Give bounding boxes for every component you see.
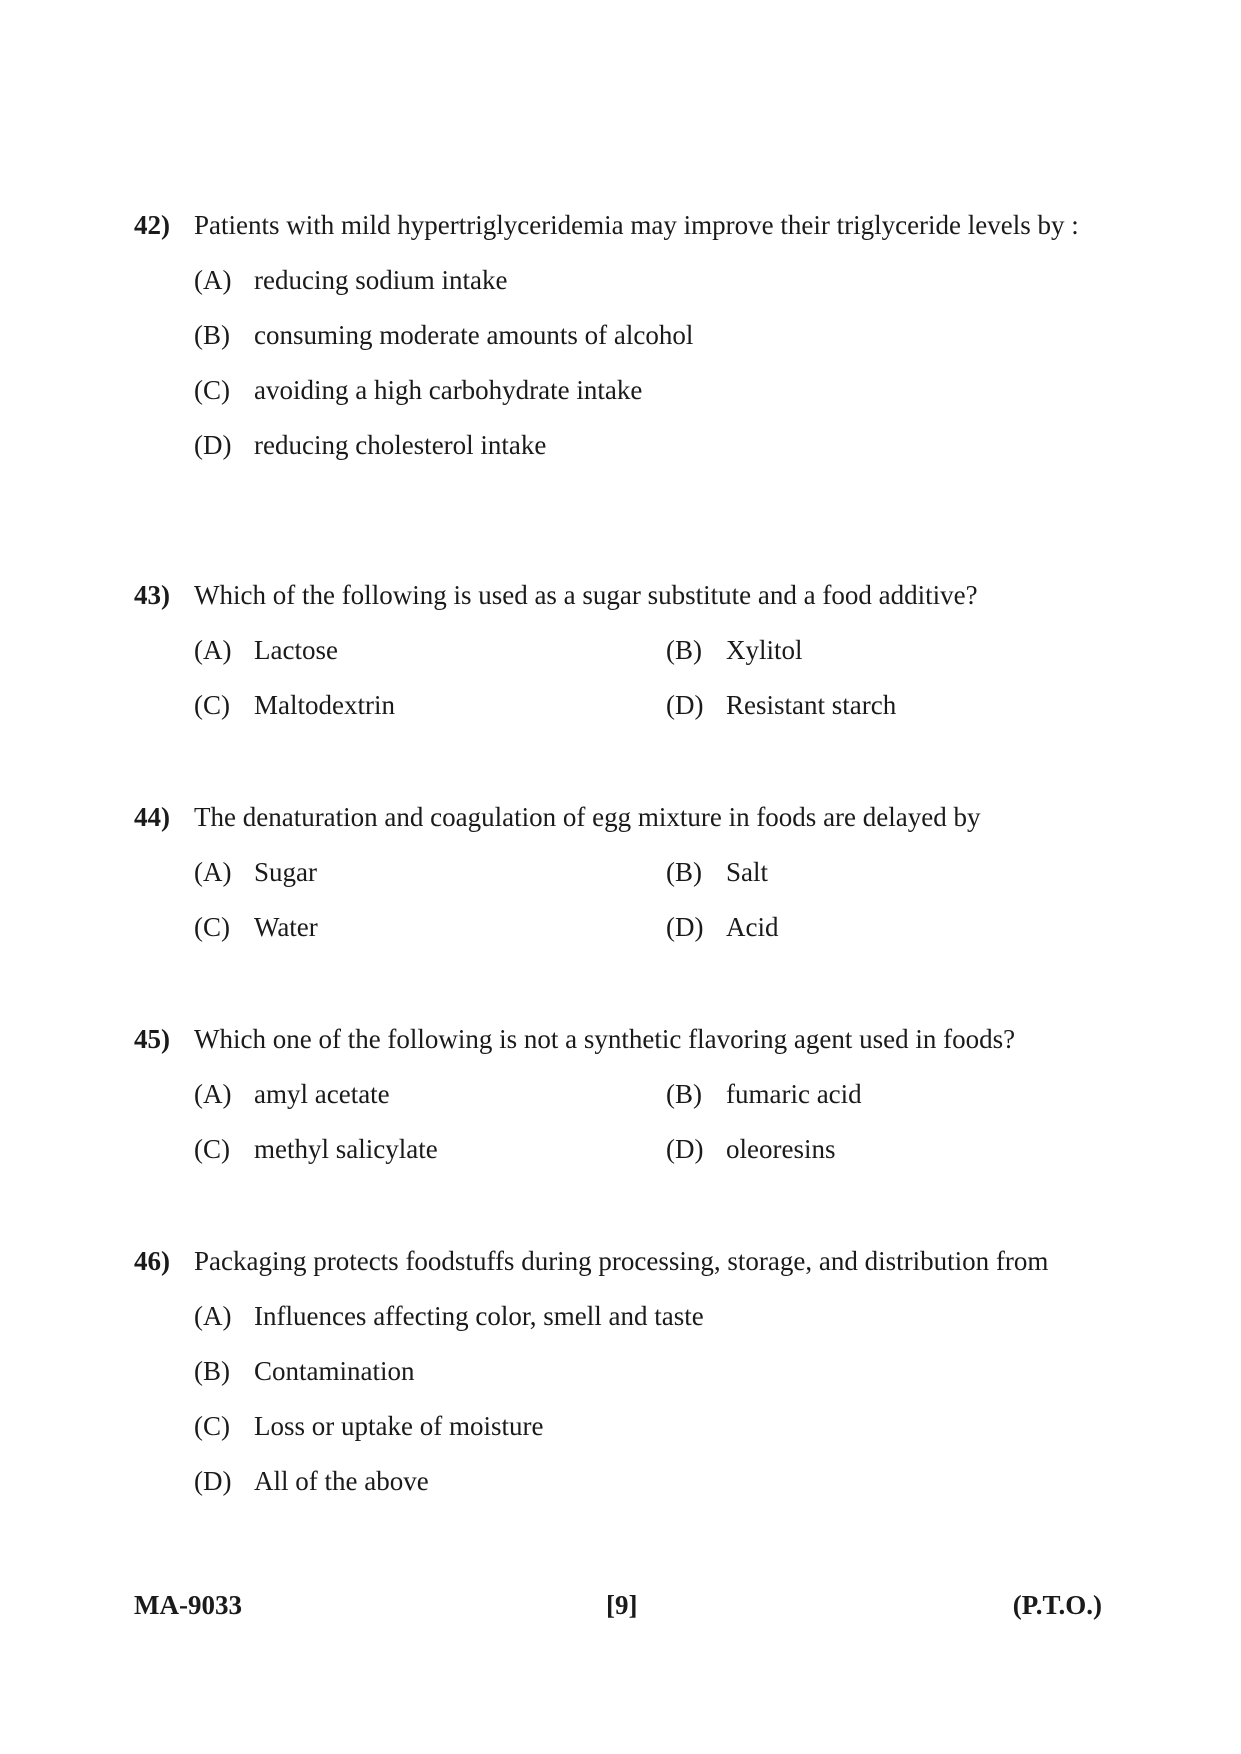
question-44	[134, 800, 1082, 965]
option-text: consuming moderate amounts of alcohol	[254, 320, 694, 350]
question-number: 45)	[134, 1024, 170, 1054]
question-number: 43)	[134, 580, 170, 610]
question-stem	[134, 1022, 1082, 1057]
options-list	[134, 263, 1082, 463]
question-number: 42)	[134, 210, 170, 240]
option-letter: (C)	[194, 690, 230, 720]
option-text: Xylitol	[726, 635, 803, 665]
options-row	[194, 910, 1082, 945]
option-text: Influences affecting color, smell and taste	[254, 1301, 704, 1331]
question-45	[134, 1022, 1082, 1187]
option-text: avoiding a high carbohydrate intake	[254, 375, 643, 405]
question-stem	[134, 578, 1082, 613]
option-letter: (C)	[194, 1411, 230, 1441]
options-row	[194, 633, 1082, 668]
option-letter: (B)	[666, 857, 702, 887]
option-text: Water	[254, 912, 318, 942]
option-letter: (D)	[666, 1134, 704, 1164]
please-turn-over: (P.T.O.)	[1012, 1590, 1102, 1620]
option-a	[194, 1299, 1082, 1334]
options-row	[194, 688, 1082, 723]
question-stem	[134, 208, 1082, 243]
option-c	[194, 1409, 1082, 1444]
option-letter: (B)	[194, 1356, 230, 1386]
option-text: amyl acetate	[254, 1079, 390, 1109]
question-43	[134, 578, 1082, 743]
option-b	[194, 318, 1082, 353]
option-letter: (B)	[666, 635, 702, 665]
option-d	[194, 428, 1082, 463]
page-number: [9]	[606, 1590, 638, 1620]
option-letter: (A)	[194, 265, 232, 295]
question-text: The denaturation and coagulation of egg mixture in foods are delayed by	[194, 802, 981, 832]
option-d	[194, 1464, 1082, 1499]
option-text: reducing sodium intake	[254, 265, 508, 295]
option-letter: (B)	[194, 320, 230, 350]
option-c	[194, 373, 1082, 408]
option-text: All of the above	[254, 1466, 429, 1496]
option-text: Salt	[726, 857, 769, 887]
option-letter: (D)	[666, 912, 704, 942]
option-b	[194, 1354, 1082, 1389]
options-grid	[134, 1077, 1082, 1167]
options-row	[194, 855, 1082, 890]
option-letter: (A)	[194, 635, 232, 665]
question-text: Patients with mild hypertriglyceridemia may improve their triglyceride levels by :	[194, 210, 1079, 240]
question-number: 44)	[134, 802, 170, 832]
option-text: reducing cholesterol intake	[254, 430, 547, 460]
option-text: oleoresins	[726, 1134, 836, 1164]
option-letter: (D)	[194, 430, 232, 460]
option-a	[194, 263, 1082, 298]
options-list	[134, 1299, 1082, 1499]
option-text: Maltodextrin	[254, 690, 395, 720]
option-letter: (A)	[194, 1301, 232, 1331]
options-grid	[134, 633, 1082, 723]
question-stem	[134, 1244, 1082, 1279]
question-42	[134, 208, 1082, 483]
option-text: Sugar	[254, 857, 317, 887]
option-text: Loss or uptake of moisture	[254, 1411, 544, 1441]
question-text: Which one of the following is not a synthetic flavoring agent used in foods?	[194, 1024, 1016, 1054]
option-letter: (D)	[194, 1466, 232, 1496]
option-letter: (A)	[194, 1079, 232, 1109]
option-letter: (C)	[194, 912, 230, 942]
option-letter: (C)	[194, 1134, 230, 1164]
options-row	[194, 1077, 1082, 1112]
options-row	[194, 1132, 1082, 1167]
option-text: methyl salicylate	[254, 1134, 438, 1164]
question-text: Which of the following is used as a sugar substitute and a food additive?	[194, 580, 978, 610]
question-text: Packaging protects foodstuffs during processing, storage, and distribution from	[194, 1246, 1049, 1276]
option-letter: (C)	[194, 375, 230, 405]
option-text: Lactose	[254, 635, 338, 665]
page-footer	[134, 1590, 1102, 1626]
option-letter: (B)	[666, 1079, 702, 1109]
options-grid	[134, 855, 1082, 945]
option-text: Resistant starch	[726, 690, 897, 720]
question-46	[134, 1244, 1082, 1519]
paper-code: MA-9033	[134, 1590, 242, 1620]
option-text: fumaric acid	[726, 1079, 862, 1109]
option-text: Acid	[726, 912, 779, 942]
option-letter: (D)	[666, 690, 704, 720]
question-stem	[134, 800, 1082, 835]
option-text: Contamination	[254, 1356, 415, 1386]
question-number: 46)	[134, 1246, 170, 1276]
option-letter: (A)	[194, 857, 232, 887]
